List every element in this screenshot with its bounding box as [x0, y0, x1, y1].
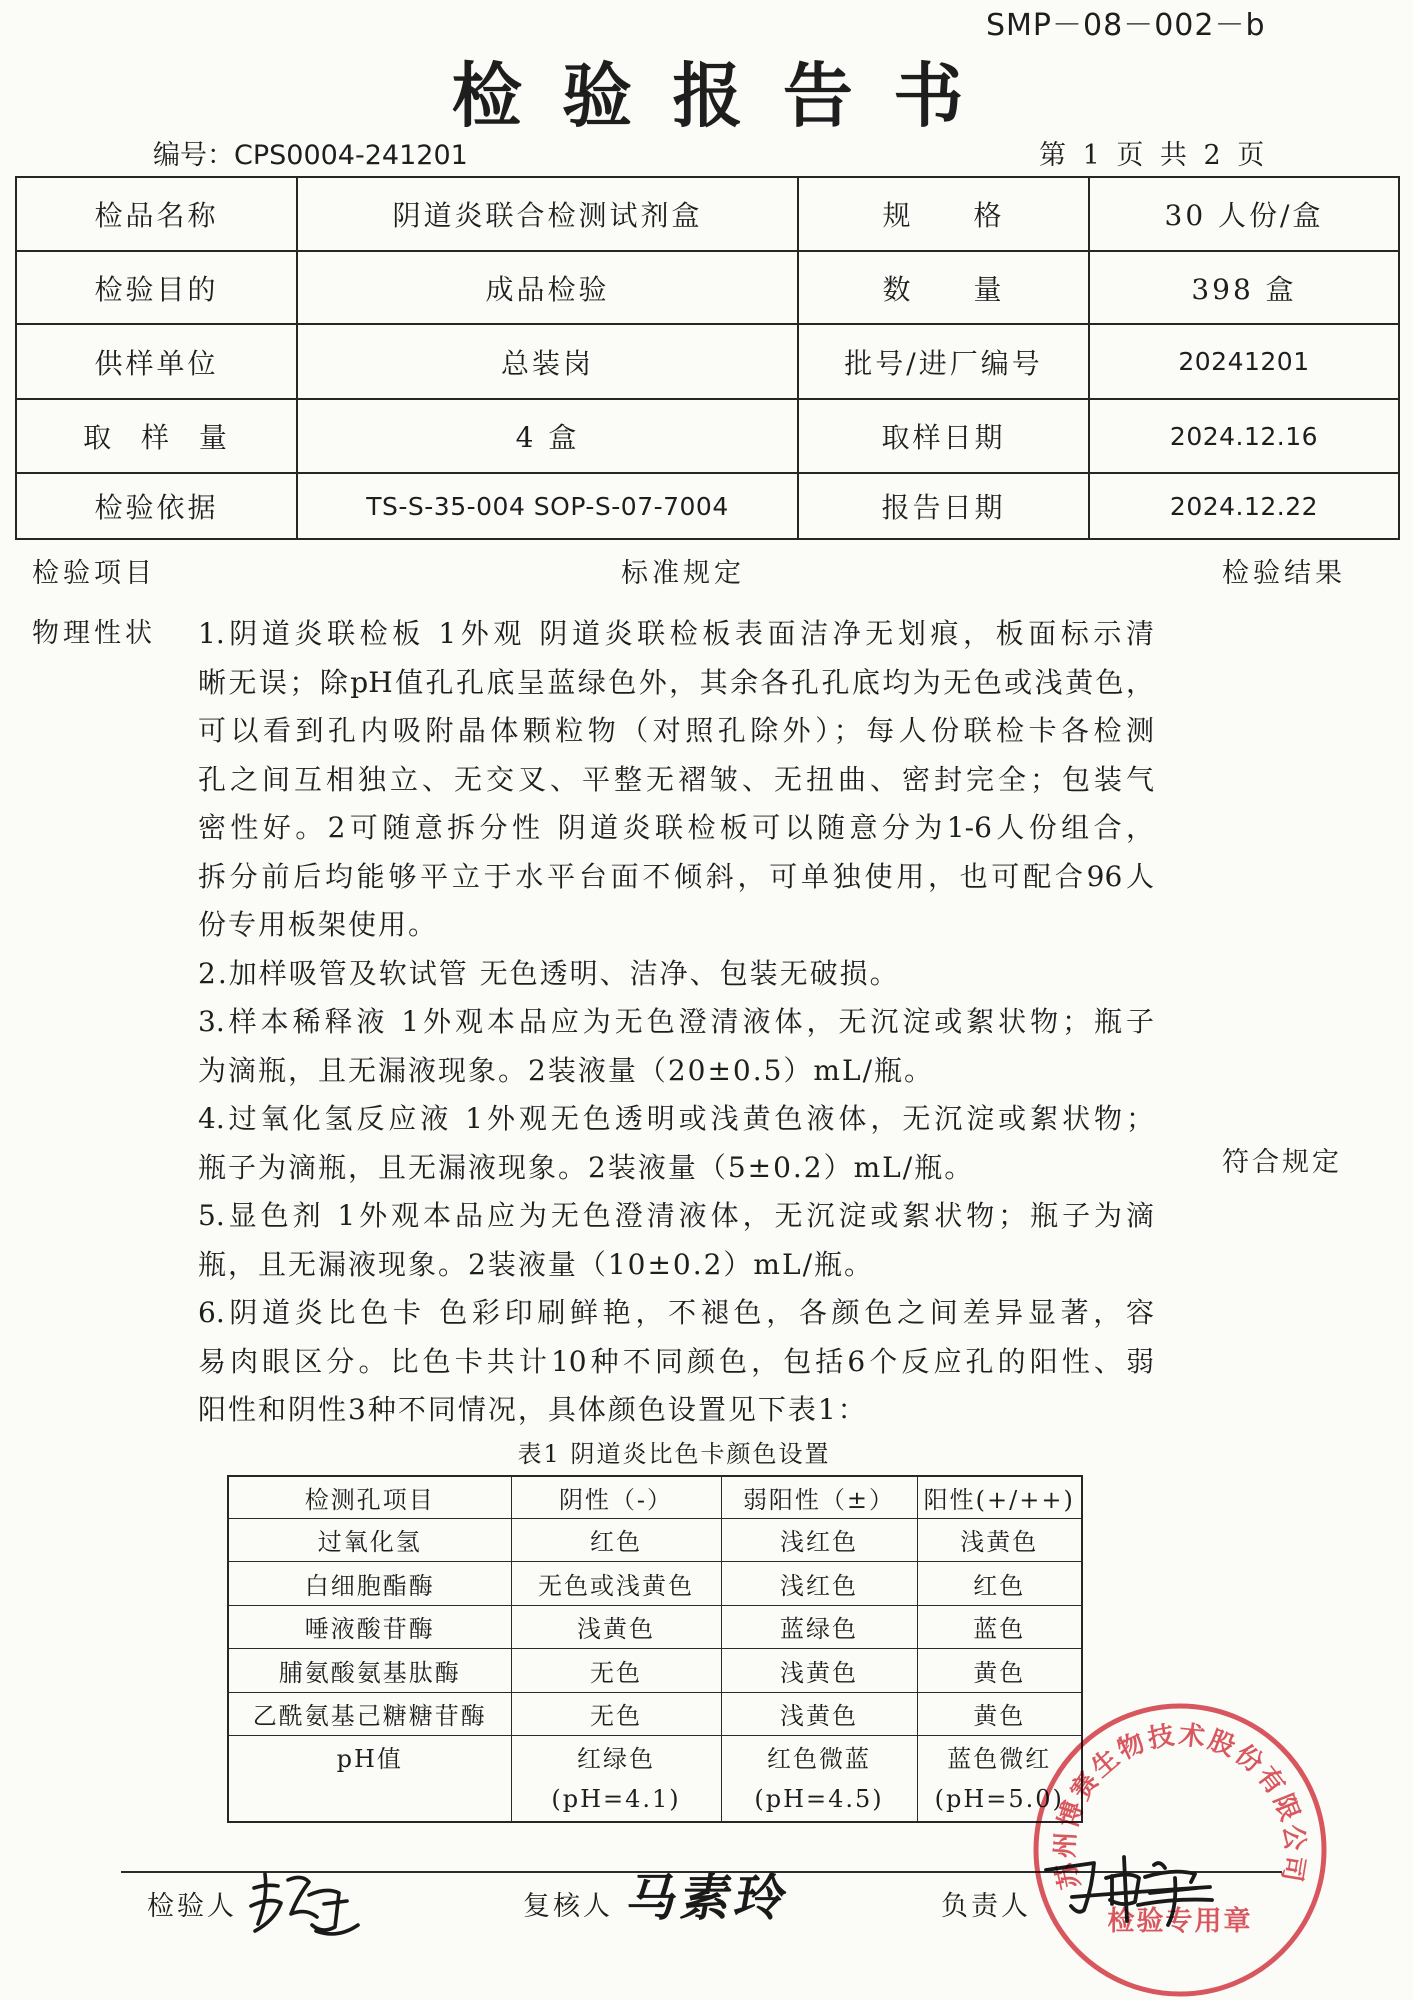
info-value: 20241201	[1089, 324, 1399, 399]
cell-line: (pH=4.5)	[754, 1784, 884, 1813]
table-cell: 白细胞酯酶	[228, 1562, 511, 1606]
text-line: 易肉眼区分。比色卡共计10种不同颜色，包括6个反应孔的阳性、弱	[198, 1344, 1154, 1378]
text-line: 瓶，且无漏液现象。2装液量（10±0.2）mL/瓶。	[198, 1247, 875, 1281]
table-cell: 乙酰氨基己糖糖苷酶	[228, 1692, 511, 1736]
info-value: 30 人份/盒	[1089, 177, 1399, 251]
text-line: 份专用板架使用。	[198, 908, 439, 941]
table-cell: 蓝绿色	[721, 1605, 917, 1649]
page-indicator: 第 1 页 共 2 页	[1039, 140, 1265, 171]
table-row	[228, 1605, 1082, 1649]
table-cell: 红色	[511, 1518, 721, 1562]
text-line: 1.阴道炎联检板 1外观 阴道炎联检板表面洁净无划痕，板面标示清	[198, 617, 1154, 650]
cell-line: (pH=4.1)	[551, 1784, 681, 1813]
table-cell	[228, 1736, 511, 1823]
info-label: 检验目的	[16, 251, 297, 324]
table-row	[228, 1649, 1082, 1693]
text-line: 3.样本稀释液 1外观本品应为无色澄清液体，无沉淀或絮状物；瓶子	[198, 1005, 1154, 1038]
text-line: 孔之间互相独立、无交叉、平整无褶皱、无扭曲、密封完全；包装气	[198, 762, 1154, 796]
cell-line: (pH=5.0)	[934, 1784, 1064, 1813]
page-title: 检 验 报 告 书	[451, 54, 972, 137]
inspection-result: 符合规定	[1222, 1147, 1342, 1178]
text-line: 密性好。2可随意拆分性 阴道炎联检板可以随意分为1-6人份组合，	[198, 811, 1154, 844]
table-cell: 黄色	[917, 1692, 1082, 1736]
column-header-standard: 标准规定	[621, 558, 745, 589]
text-line: 晰无误；除pH值孔孔底呈蓝绿色外，其余各孔孔底均为无色或浅黄色，	[198, 665, 1154, 699]
table-header-cell: 检测孔项目	[228, 1476, 511, 1518]
info-value: 阴道炎联合检测试剂盒	[297, 177, 798, 251]
info-value: 成品检验	[297, 251, 798, 324]
text-line: 为滴瓶，且无漏液现象。2装液量（20±0.5）mL/瓶。	[198, 1053, 935, 1087]
info-label: 批号/进厂编号	[798, 324, 1089, 399]
text-line: 拆分前后均能够平立于水平台面不倾斜，可单独使用，也可配合96人	[198, 859, 1154, 893]
color-chart-table	[227, 1475, 1083, 1823]
info-label: 数 量	[798, 251, 1089, 324]
reviewer-label: 复核人	[523, 1891, 613, 1922]
info-label: 取 样 量	[16, 399, 297, 473]
column-header-result: 检验结果	[1222, 558, 1346, 589]
table-cell: 浅黄色	[721, 1692, 917, 1736]
info-value: TS-S-35-004 SOP-S-07-7004	[297, 473, 798, 539]
column-header-item: 检验项目	[32, 558, 156, 589]
table-row	[228, 1692, 1082, 1736]
manager-label: 负责人	[941, 1891, 1031, 1922]
table-header-row	[228, 1476, 1082, 1518]
table-cell: 过氧化氢	[228, 1518, 511, 1562]
table-header-cell: 阴性（-）	[511, 1476, 721, 1518]
text-line: 5.显色剂 1外观本品应为无色澄清液体，无沉淀或絮状物；瓶子为滴	[198, 1199, 1154, 1232]
info-label: 规 格	[798, 177, 1089, 251]
info-value: 4 盒	[297, 399, 798, 473]
info-row-product	[16, 177, 1399, 251]
table-header-cell: 弱阳性（±）	[721, 1476, 917, 1518]
inspector-signature	[246, 1868, 364, 1944]
table-cell: 蓝色	[917, 1605, 1082, 1649]
inspection-item-name: 物理性状	[32, 618, 156, 649]
table-cell: 浅黄色	[721, 1649, 917, 1693]
info-value: 2024.12.16	[1089, 399, 1399, 473]
table-cell: 浅红色	[721, 1518, 917, 1562]
table-caption: 表1 阴道炎比色卡颜色设置	[517, 1440, 831, 1468]
info-label: 取样日期	[798, 399, 1089, 473]
table-cell	[721, 1736, 917, 1823]
table-cell: 红色	[917, 1562, 1082, 1606]
info-value: 2024.12.22	[1089, 473, 1399, 539]
table-cell: 无色或浅黄色	[511, 1562, 721, 1606]
table-cell: 浅黄色	[511, 1605, 721, 1649]
form-code: SMP－08－002－b	[986, 8, 1266, 43]
table-cell: 无色	[511, 1649, 721, 1693]
cell-line: pH值	[336, 1745, 403, 1773]
text-line: 4.过氧化氢反应液 1外观无色透明或浅黄色液体，无沉淀或絮状物；	[198, 1102, 1154, 1135]
text-line: 可以看到孔内吸附晶体颗粒物（对照孔除外）；每人份联检卡各检测	[198, 714, 1154, 747]
report-number: 编号：CPS0004-241201	[153, 140, 468, 171]
table-cell: 浅红色	[721, 1562, 917, 1606]
inspector-label: 检验人	[147, 1891, 237, 1922]
table-row-ph	[228, 1736, 1082, 1823]
info-label: 检品名称	[16, 177, 297, 251]
text-line: 阳性和阴性3种不同情况，具体颜色设置见下表1：	[198, 1393, 868, 1426]
cell-line: 蓝色微红	[947, 1744, 1052, 1773]
table-cell: 唾液酸苷酶	[228, 1605, 511, 1649]
cell-line: 红色微蓝	[767, 1744, 871, 1773]
text-line: 瓶子为滴瓶，且无漏液现象。2装液量（5±0.2）mL/瓶。	[198, 1150, 975, 1184]
info-label: 检验依据	[16, 473, 297, 539]
inspection-seal	[1030, 1700, 1330, 2000]
reviewer-signature: 马素玲	[622, 1868, 795, 1927]
info-row-sampling	[16, 399, 1399, 473]
cell-line: 红绿色	[577, 1744, 655, 1773]
table-cell: 无色	[511, 1692, 721, 1736]
info-label: 供样单位	[16, 324, 297, 399]
standard-text	[198, 610, 1154, 1435]
text-line: 6.阴道炎比色卡 色彩印刷鲜艳，不褪色，各颜色之间差异显著，容	[198, 1296, 1154, 1329]
info-table	[15, 176, 1400, 540]
info-row-purpose	[16, 251, 1399, 324]
seal-purpose-text: 检验专用章	[1107, 1906, 1253, 1937]
text-line: 2.加样吸管及软试管 无色透明、洁净、包装无破损。	[198, 956, 900, 990]
table-cell: 脯氨酸氨基肽酶	[228, 1649, 511, 1693]
table-header-cell: 阳性(+/++)	[917, 1476, 1082, 1518]
table-cell: 浅黄色	[917, 1518, 1082, 1562]
table-cell: 黄色	[917, 1649, 1082, 1693]
info-value: 398 盒	[1089, 251, 1399, 324]
info-row-supplier	[16, 324, 1399, 399]
table-cell	[511, 1736, 721, 1823]
table-row	[228, 1518, 1082, 1562]
table-row	[228, 1562, 1082, 1606]
info-row-basis	[16, 473, 1399, 539]
info-value: 总装岗	[297, 324, 798, 399]
seal-company-text: 苏州博赛生物技术股份有限公司	[1050, 1720, 1310, 1892]
info-label: 报告日期	[798, 473, 1089, 539]
